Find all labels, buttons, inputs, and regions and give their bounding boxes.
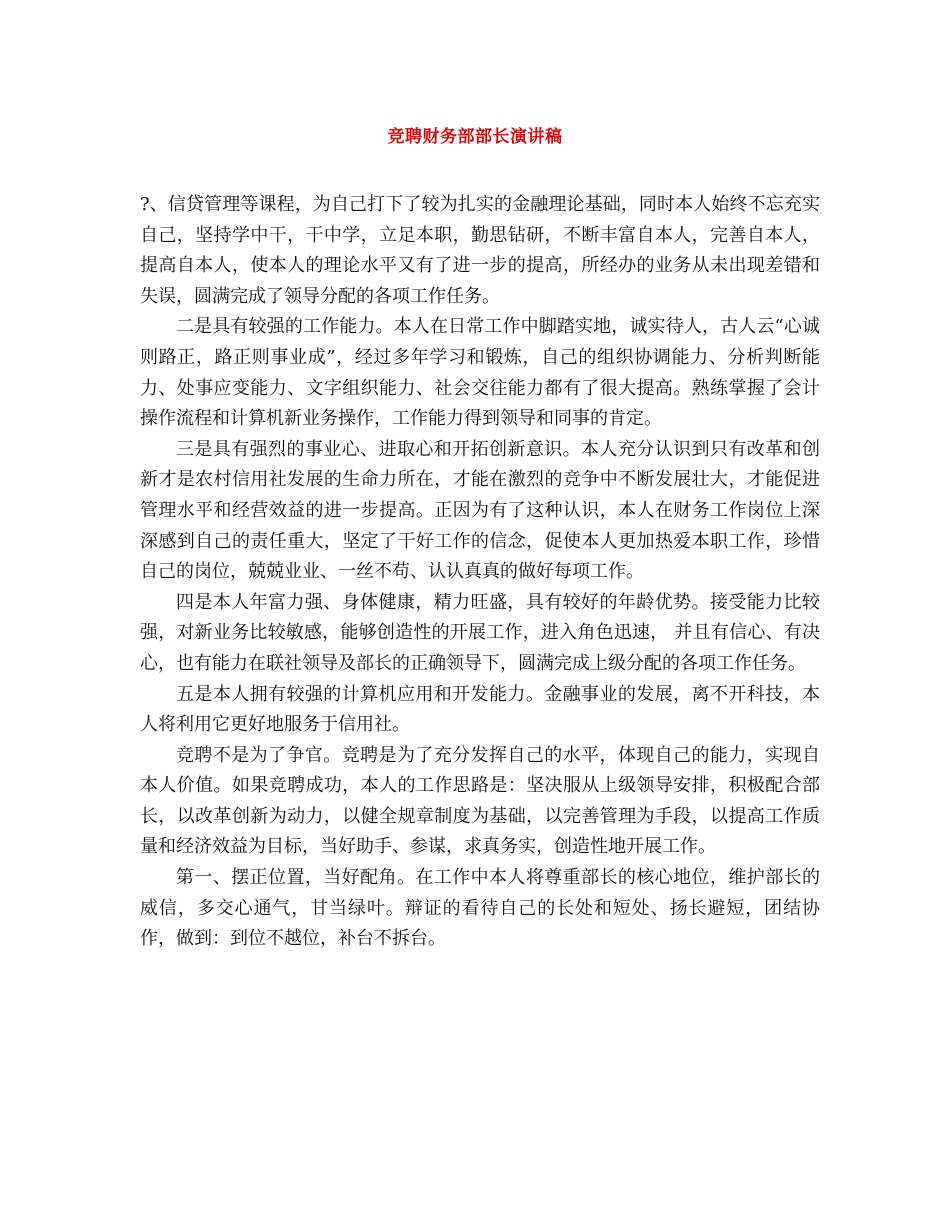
paragraph-6: 竞聘不是为了争官。竞聘是为了充分发挥自己的水平，体现自己的能力，实现自本人价值。如果竞聘成功，本人的工作思路是：坚决服从上级领导安排，积极配合部长，以改革创新为动力，以健全规章制度为基础，以完善管理为手段，以提高工作质量和经济效益为目标，当好助手、参谋，求真务实，创造性地开展工作。 [140, 744, 820, 858]
paragraph-2: 二是具有较强的工作能力。本人在日常工作中脚踏实地，诚实待人，古人云“心诚则路正，路正则事业成”，经过多年学习和锻炼，自己的组织协调能力、分析判断能力、处事应变能力、文字组织能力、社会交往能力都有了很大提高。熟练掌握了会计操作流程和计算机新业务操作，工作能力得到领导和同事的肯定。 [140, 316, 820, 430]
paragraph-4: 四是本人年富力强、身体健康，精力旺盛，具有较好的年龄优势。接受能力比较强，对新业务比较敏感，能够创造性的开展工作，进入角色迅速， 并且有信心、有决心，也有能力在联社领导及部长的正确领导下，圆满完成上级分配的各项工作任务。 [140, 591, 820, 674]
paragraph-7: 第一、摆正位置，当好配角。在工作中本人将尊重部长的核心地位，维护部长的威信，多交心通气，甘当绿叶。辩证的看待自己的长处和短处、扬长避短，团结协作，做到：到位不越位，补台不拆台。 [140, 867, 820, 950]
document-body [140, 190, 820, 955]
paragraph-3: 三是具有强烈的事业心、进取心和开拓创新意识。本人充分认识到只有改革和创新才是农村信用社发展的生命力所在，才能在激烈的竞争中不断发展壮大，才能促进管理水平和经营效益的进一步提高。正因为有了这种认识，本人在财务工作岗位上深深感到自己的责任重大，坚定了干好工作的信念，促使本人更加热爱本职工作，珍惜自己的岗位，兢兢业业、一丝不苟、认认真真的做好每项工作。 [140, 438, 820, 583]
paragraph-5: 五是本人拥有较强的计算机应用和开发能力。金融事业的发展，离不开科技，本人将利用它更好地服务于信用社。 [140, 683, 820, 736]
document-title: 竞聘财务部部长演讲稿 [387, 127, 563, 147]
paragraph-1: ?、信贷管理等课程，为自己打下了较为扎实的金融理论基础，同时本人始终不忘充实自己，坚持学中干，干中学，立足本职，勤思钻研，不断丰富自本人，完善自本人，提高自本人，使本人的理论水平又有了进一步的提高，所经办的业务从未出现差错和失误，圆满完成了领导分配的各项工作任务。 [140, 194, 820, 307]
